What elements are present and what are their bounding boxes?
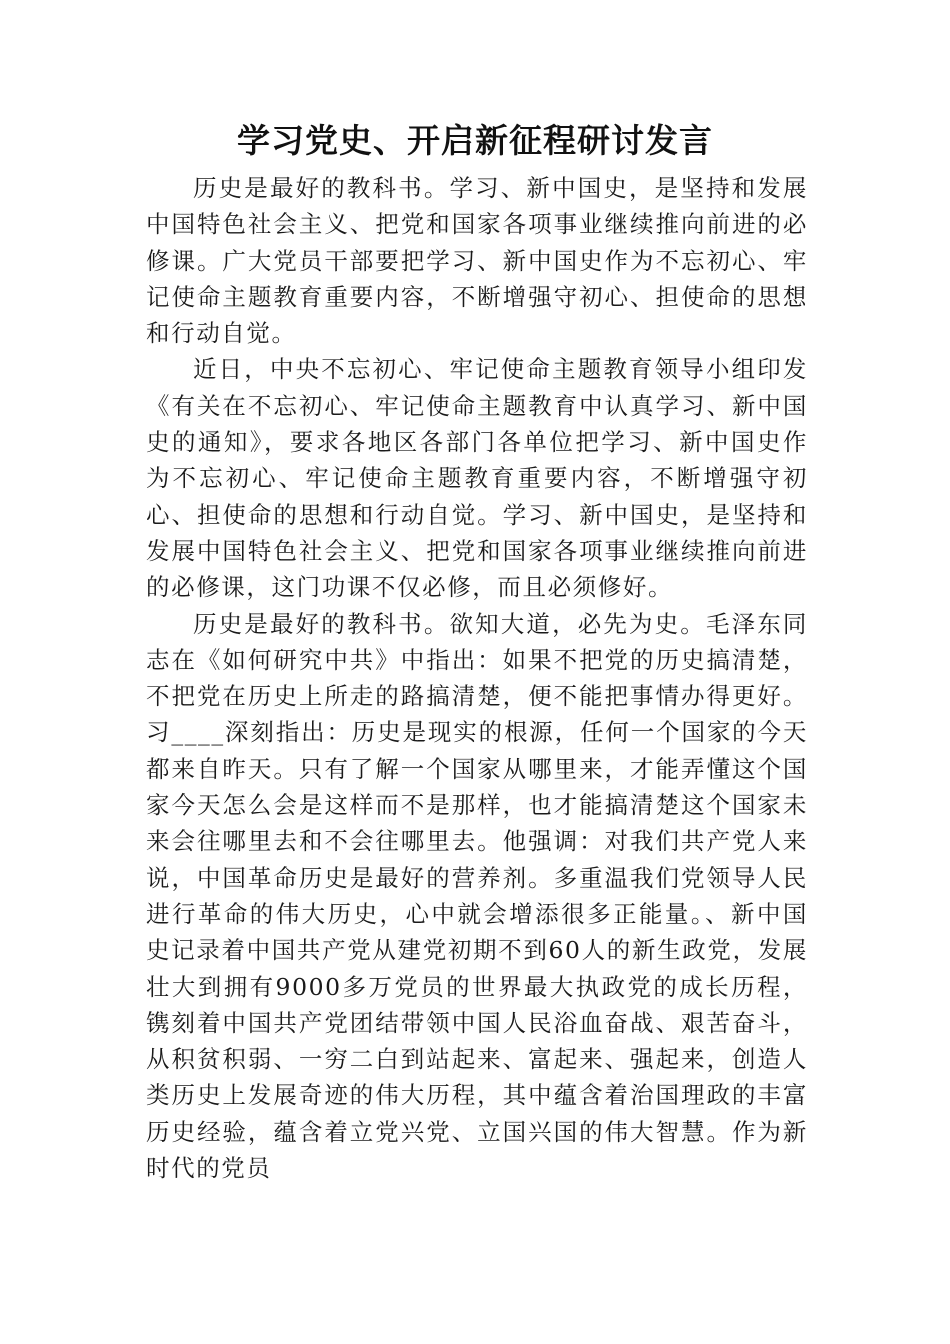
document-title: 学习党史、开启新征程研讨发言: [237, 121, 713, 160]
document-body: [146, 170, 808, 1186]
paragraph-2: 近日，中央不忘初心、牢记使命主题教育领导小组印发《有关在不忘初心、牢记使命主题教育中认真学习、新中国史的通知》，要求各地区各部门各单位把学习、新中国史作为不忘初心、牢记使命主题教育重要内容，不断增强守初心、担使命的思想和行动自觉。学习、新中国史，是坚持和发展中国特色社会主义、把党和国家各项事业继续推向前进的必修课，这门功课不仅必修，而且必须修好。: [146, 355, 808, 602]
paragraph-1: 历史是最好的教科书。学习、新中国史，是坚持和发展中国特色社会主义、把党和国家各项事业继续推向前进的必修课。广大党员干部要把学习、新中国史作为不忘初心、牢记使命主题教育重要内容，不断增强守初心、担使命的思想和行动自觉。: [146, 174, 808, 348]
paragraph-3: 历史是最好的教科书。欲知大道，必先为史。毛泽东同志在《如何研究中共》中指出：如果不把党的历史搞清楚，不把党在历史上所走的路搞清楚，便不能把事情办得更好。习____深刻指出：历史是现实的根源，任何一个国家的今天都来自昨天。只有了解一个国家从哪里来，才能弄懂这个国家今天怎么会是这样而不是那样，也才能搞清楚这个国家未来会往哪里去和不会往哪里去。他强调：对我们共产党人来说，中国革命历史是最好的营养剂。多重温我们党领导人民进行革命的伟大历史，心中就会增添很多正能量。、新中国史记录着中国共产党从建党初期不到60人的新生政党，发展壮大到拥有9000多万党员的世界最大执政党的成长历程，镌刻着中国共产党团结带领中国人民浴血奋战、艰苦奋斗，从积贫积弱、一穷二白到站起来、富起来、强起来，创造人类历史上发展奇迹的伟大历程，其中蕴含着治国理政的丰富历史经验，蕴含着立党兴党、立国兴国的伟大智慧。作为新时代的党员: [146, 609, 808, 1183]
